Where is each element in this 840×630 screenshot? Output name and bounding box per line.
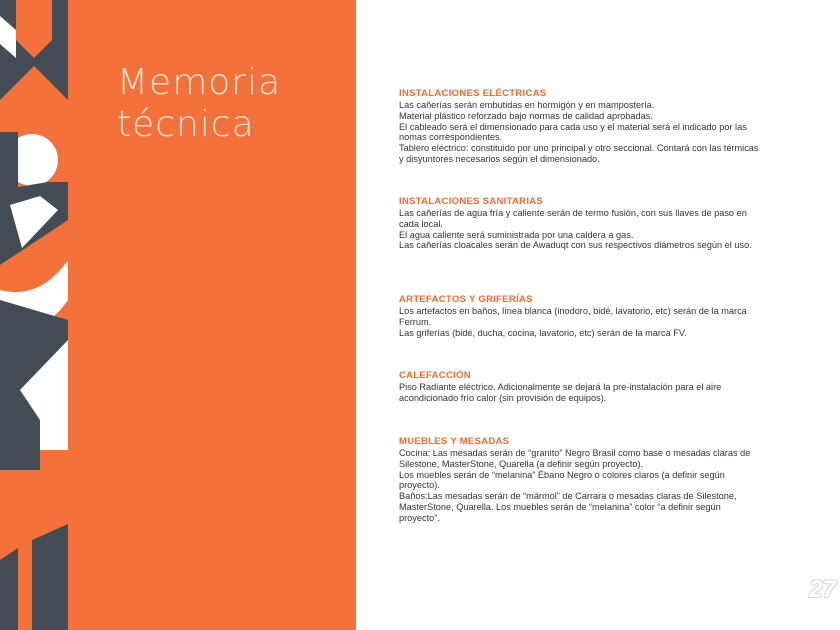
section-line: Las cañerías serán embutidas en hormigón y en mampostería.: [399, 100, 655, 110]
section-line: Los artefactos en baños, línea blanca (inodoro, bidé, lavatorio, etc) serán de la marca Ferrum.: [399, 306, 747, 327]
bottom-column-left: [0, 548, 18, 630]
section-line: Piso Radiante eléctrico. Adicionalmente se dejará la pre-instalación para el aire acondicionado frío calor (sin provisión de equipos).: [399, 382, 722, 403]
section-heading: ARTEFACTOS Y GRIFERÍAS: [399, 294, 533, 305]
section-sanitary: [399, 196, 759, 251]
section-heading: INSTALACIONES ELÉCTRICAS: [399, 88, 547, 99]
section-line: Los muebles serán de “melanina” Ébano Negro o colores claros (a definir según proyecto).: [399, 469, 725, 491]
section-line: Las griferías (bidé, ducha, cocina, lavatorio, etc) serán de la marca FV.: [399, 327, 687, 338]
cover-panel: [0, 0, 356, 630]
section-furniture: [399, 436, 759, 524]
page-number: 27: [809, 576, 836, 603]
section-line: Tablero eléctrico: constituido por uno principal y otro seccional. Contará con las térmicas y disyuntores necesarios según el dimensionado.: [399, 143, 759, 164]
section-heading: MUEBLES Y MESADAS: [399, 436, 510, 447]
geometric-pattern: [0, 0, 70, 630]
section-heating: [399, 370, 759, 404]
title-line-2: técnica: [117, 104, 255, 145]
section-line: Baños:Las mesadas serán de “mármol” de Carrara o mesadas claras de Silestone, MasterStone, Quarella. Los muebles serán de “melanina” color “a definir según proyecto”.: [399, 491, 737, 523]
section-line: Cocina: Las mesadas serán de “granito” Negro Brasil como base o mesadas claras de Silestone, MasterStone, Quarella (a definir según proyecto).: [399, 448, 751, 469]
bottom-column-right: [32, 524, 68, 630]
title-line-1: Memoria: [117, 62, 282, 103]
section-heading: CALEFACCIÓN: [399, 370, 471, 381]
section-electrical: [399, 88, 759, 165]
section-line: Las cañerías de agua fría y caliente serán de termo fusión, con sus llaves de paso en cada local.: [399, 208, 747, 229]
section-line: Las cañerías cloacales serán de Awaduqt con sus respectivos diámetros según el uso.: [399, 240, 752, 251]
section-heading: INSTALACIONES SANITARIAS: [399, 196, 544, 207]
page-title: [117, 62, 281, 146]
section-line: El agua caliente será suministrada por una caldera a gas.: [399, 229, 634, 240]
section-fixtures: [399, 294, 759, 338]
section-line: Material plástico reforzado bajo normas de calidad aprobadas.: [399, 110, 653, 121]
section-line: El cableado será el dimensionado para cada uso y el material será el indicado por las nomas correspondientes.: [399, 121, 747, 143]
